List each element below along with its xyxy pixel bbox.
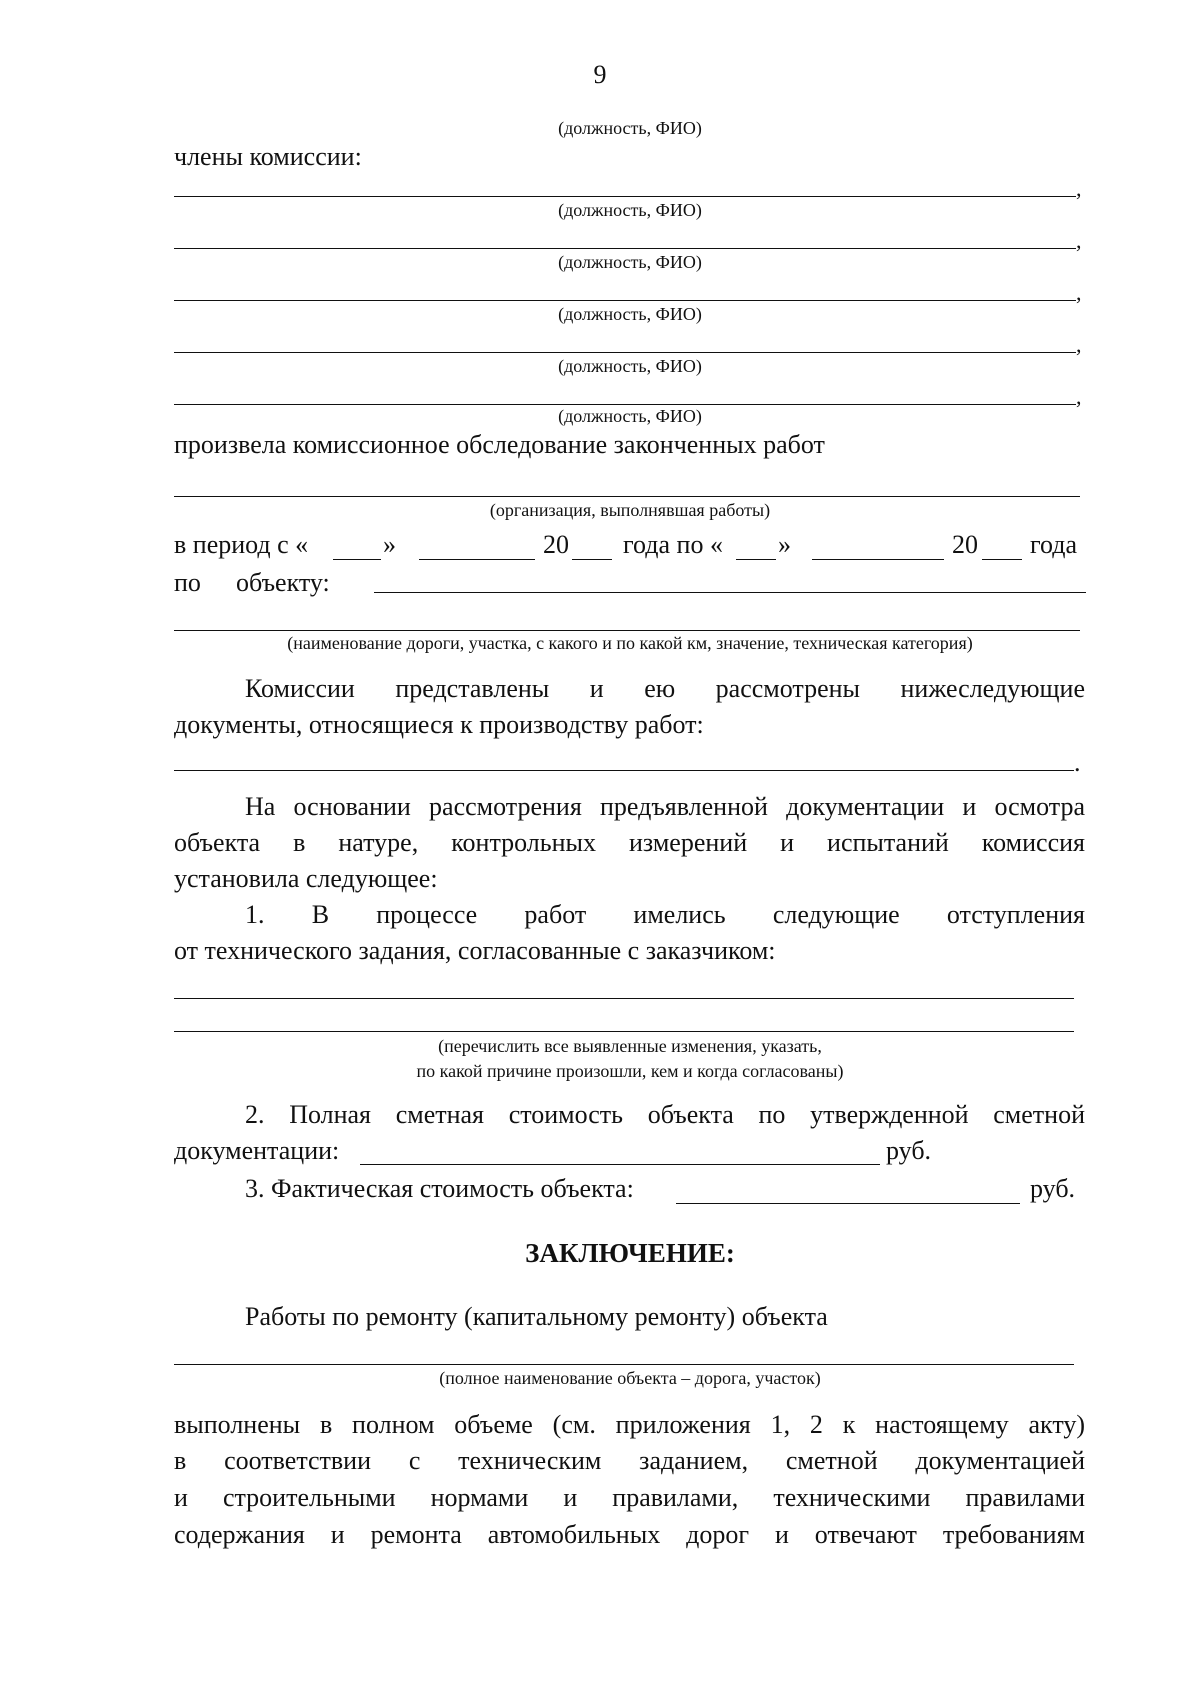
conclusion-heading: ЗАКЛЮЧЕНИЕ: — [525, 1238, 735, 1268]
documents-line[interactable] — [174, 770, 1074, 771]
members-label: члены комиссии: — [174, 142, 362, 171]
quote-close: » — [778, 530, 791, 559]
page-number: 9 — [593, 60, 607, 89]
member-line-4[interactable] — [174, 352, 1076, 353]
item1-line-1: 1. В процессе работ имелись следующие отступления — [245, 900, 1085, 929]
object-po: по — [174, 568, 201, 597]
item2-label: документации: — [174, 1136, 340, 1165]
final-paragraph-line-1: выполнены в полном объеме (см. приложения 1, 2 к настоящему акту) — [174, 1410, 1085, 1439]
caption-organization: (организация, выполнявшая работы) — [489, 500, 771, 520]
caption-object: (полное наименование объекта – дорога, участок) — [439, 1368, 821, 1388]
member-line-3[interactable] — [174, 300, 1076, 301]
final-paragraph-line-3: и строительными нормами и правилами, техническими правилами — [174, 1483, 1085, 1512]
comma: , — [1076, 384, 1082, 409]
docs-paragraph-line-1: Комиссии представлены и ею рассмотрены нижеследующие — [245, 674, 1085, 703]
basis-paragraph-line-3: установила следующее: — [174, 864, 438, 893]
end-month-field[interactable] — [812, 559, 944, 560]
final-paragraph-line-4: содержания и ремонта автомобильных дорог и отвечают требованиям — [174, 1520, 1085, 1549]
start-month-field[interactable] — [419, 559, 535, 560]
object-label: объекту: — [236, 568, 330, 597]
basis-paragraph-line-2: объекта в натуре, контрольных измерений и испытаний комиссия — [174, 828, 1085, 857]
road-line[interactable] — [174, 630, 1080, 631]
period-end-label: года по « — [623, 530, 723, 559]
conclusion-intro: Работы по ремонту (капитальному ремонту) объекта — [245, 1302, 828, 1331]
deviations-line-1[interactable] — [174, 998, 1074, 999]
caption-member-1: (должность, ФИО) — [558, 200, 702, 220]
year-prefix: 20 — [543, 530, 569, 559]
object-name-line[interactable] — [174, 1364, 1074, 1365]
period-start-label: в период с « — [174, 530, 309, 559]
inspection-text: произвела комиссионное обследование законченных работ — [174, 430, 825, 459]
item2-line-1: 2. Полная сметная стоимость объекта по утвержденной сметной — [245, 1100, 1085, 1129]
caption-chair: (должность, ФИО) — [558, 118, 702, 138]
item3-rub: руб. — [1030, 1174, 1076, 1203]
comma: , — [1076, 332, 1082, 357]
organization-line[interactable] — [174, 496, 1080, 497]
quote-close: » — [383, 530, 396, 559]
estimated-cost-field[interactable] — [360, 1164, 880, 1165]
caption-changes-line-2: по какой причине произошли, кем и когда согласованы) — [416, 1061, 844, 1081]
year-word: года — [1030, 530, 1078, 559]
end-day-field[interactable] — [736, 559, 776, 560]
caption-member-2: (должность, ФИО) — [558, 252, 702, 272]
end-year-field[interactable] — [982, 559, 1022, 560]
comma: , — [1076, 228, 1082, 253]
caption-changes-line-1: (перечислить все выявленные изменения, указать, — [438, 1036, 822, 1056]
member-line-1[interactable] — [174, 196, 1076, 197]
member-line-5[interactable] — [174, 404, 1076, 405]
period-mark: . — [1074, 748, 1081, 777]
caption-member-4: (должность, ФИО) — [558, 356, 702, 376]
year-prefix: 20 — [952, 530, 978, 559]
docs-paragraph-line-2: документы, относящиеся к производству работ: — [174, 710, 704, 739]
start-day-field[interactable] — [333, 559, 381, 560]
basis-paragraph-line-1: На основании рассмотрения предъявленной документации и осмотра — [245, 792, 1085, 821]
final-paragraph-line-2: в соответствии с техническим заданием, сметной документацией — [174, 1446, 1085, 1475]
caption-member-3: (должность, ФИО) — [558, 304, 702, 324]
deviations-line-2[interactable] — [174, 1031, 1074, 1032]
comma: , — [1076, 176, 1082, 201]
item1-line-2: от технического задания, согласованные с заказчиком: — [174, 936, 776, 965]
object-field[interactable] — [374, 592, 1086, 593]
comma: , — [1076, 280, 1082, 305]
item3-label: 3. Фактическая стоимость объекта: — [245, 1174, 634, 1203]
start-year-field[interactable] — [572, 559, 612, 560]
caption-member-5: (должность, ФИО) — [558, 406, 702, 426]
actual-cost-field[interactable] — [676, 1203, 1020, 1204]
caption-road: (наименование дороги, участка, с какого и по какой км, значение, техническая категория) — [287, 633, 973, 653]
member-line-2[interactable] — [174, 248, 1076, 249]
item2-rub: руб. — [886, 1136, 932, 1165]
